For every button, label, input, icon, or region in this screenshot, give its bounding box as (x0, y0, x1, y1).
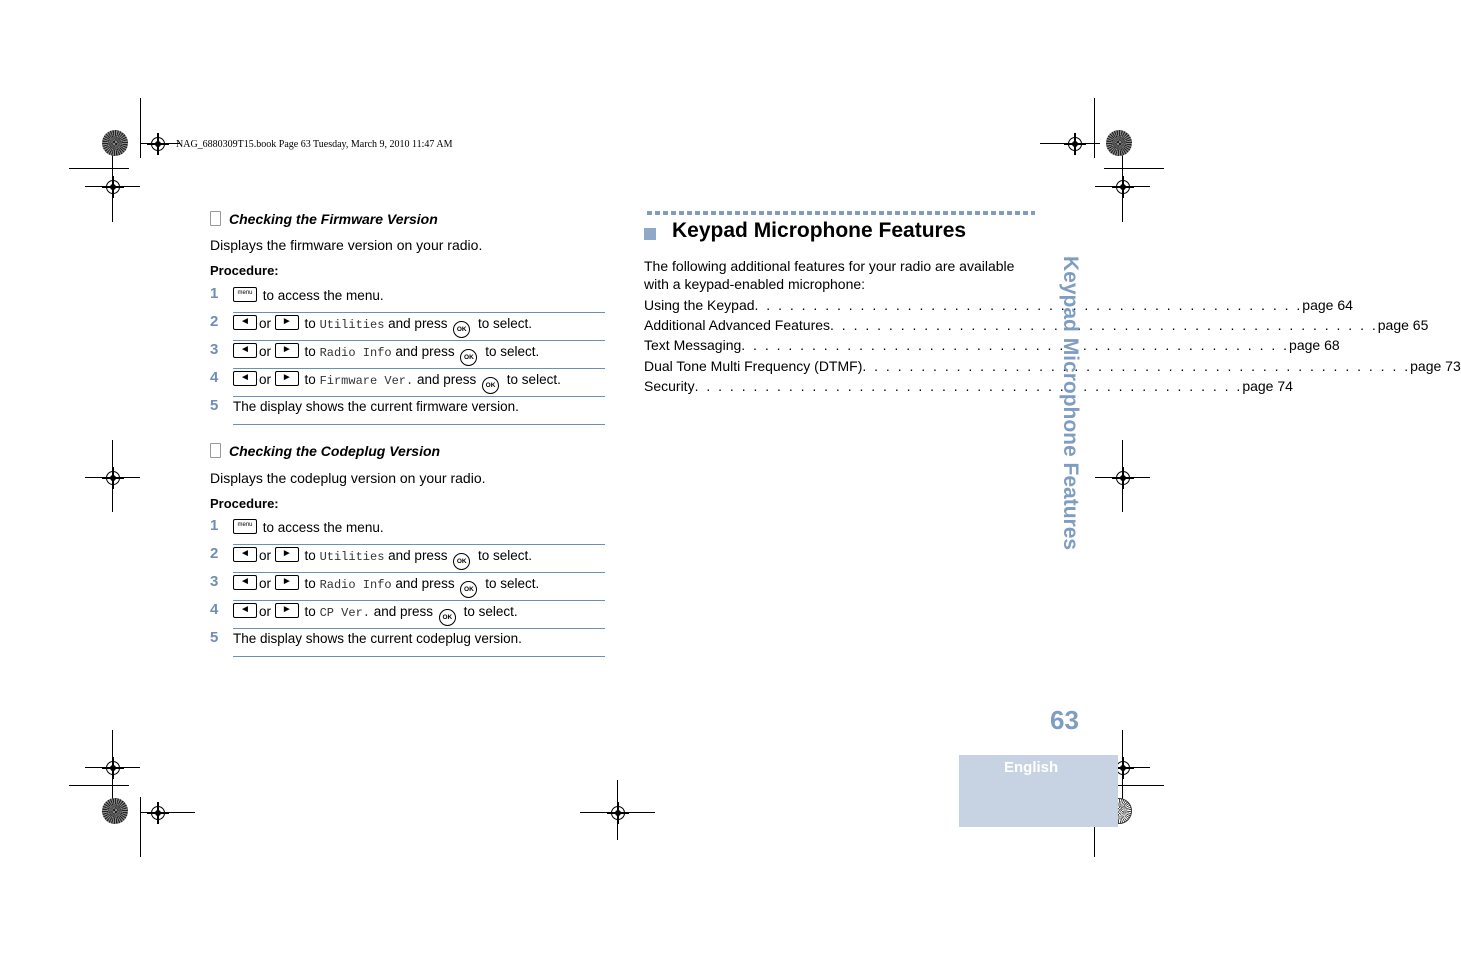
toc-entry[interactable] (644, 378, 1293, 398)
codeplug-description: Displays the codeplug version on your radio. (210, 470, 486, 486)
step-divider (233, 656, 605, 657)
left-arrow-key-icon: ◄ (233, 343, 257, 358)
step-number: 3 (210, 341, 219, 358)
toc-page: page 73 (1410, 358, 1461, 374)
left-arrow-key-icon: ◄ (233, 575, 257, 590)
note-icon (210, 443, 221, 458)
side-chapter-tab (1040, 256, 1100, 556)
codeplug-step-4: 4 ◄ or ► to CP Ver. and press OK to select. (210, 601, 605, 629)
registration-target-icon (106, 180, 120, 194)
step-number: 1 (210, 517, 219, 534)
firmware-section-heading (210, 211, 438, 227)
toc-label: Security (644, 378, 695, 394)
right-arrow-key-icon: ► (275, 547, 299, 562)
page-number: 63 (1050, 705, 1079, 735)
language-tab (959, 755, 1118, 827)
menu-item-name: Utilities (319, 318, 385, 332)
toc-entry[interactable] (644, 337, 1340, 357)
toc-page: page 64 (1302, 297, 1353, 313)
toc-page: page 65 (1377, 317, 1429, 333)
book-header-line: NAG_6880309T15.book Page 63 Tuesday, March 9, 2010 11:47 AM (176, 139, 453, 150)
codeplug-section-title: Checking the Codeplug Version (229, 443, 441, 459)
codeplug-procedure-label: Procedure: (210, 496, 279, 511)
heading-square-icon (644, 228, 656, 240)
toc-label: Additional Advanced Features (644, 317, 831, 333)
toc-entry[interactable] (644, 358, 1461, 378)
note-icon (210, 211, 221, 226)
ok-key-icon: OK (453, 321, 470, 338)
codeplug-step-5 (210, 629, 605, 657)
step-number: 4 (210, 601, 219, 618)
menu-item-name: Radio Info (319, 578, 392, 592)
step-number: 2 (210, 545, 219, 562)
ok-key-icon: OK (460, 349, 477, 366)
toc-leader: . . . . . . . . . . . . . . . . . . . . . . . . . . . . . . . . . . . . . . . . . . . . . . . (741, 337, 1290, 353)
toc-leader: . . . . . . . . . . . . . . . . . . . . . . . . . . . . . . . . . . . . . . . . . . . . . . . (862, 358, 1411, 374)
left-arrow-key-icon: ◄ (233, 547, 257, 562)
registration-target-icon (106, 761, 120, 775)
registration-target-icon (1116, 761, 1130, 775)
chapter-intro: The following additional features for your radio are available with a keypad-enabled microphone: (644, 258, 1015, 292)
step-text: The display shows the current firmware version. (233, 399, 519, 414)
language-label: English (1004, 759, 1059, 776)
menu-key-icon: menu (233, 287, 257, 302)
step-number: 5 (210, 629, 219, 646)
toc-page: page 68 (1289, 337, 1340, 353)
registration-target-icon (106, 471, 120, 485)
toc-leader: . . . . . . . . . . . . . . . . . . . . . . . . . . . . . . . . . . . . . . . . . . . . . . . (694, 378, 1243, 394)
toc-label: Dual Tone Multi Frequency (DTMF) (644, 358, 863, 374)
ok-key-icon: OK (460, 581, 477, 598)
menu-item-name: CP Ver. (319, 606, 370, 620)
registration-target-icon (151, 137, 165, 151)
side-chapter-tab-label: Keypad Microphone Features (1059, 256, 1082, 551)
toc-leader: . . . . . . . . . . . . . . . . . . . . . . . . . . . . . . . . . . . . . . . . . . . . . . . (754, 297, 1303, 313)
firmware-description: Displays the firmware version on your radio. (210, 237, 483, 253)
registration-target-icon (1116, 180, 1130, 194)
firmware-step-1 (210, 285, 605, 313)
registration-star-icon (102, 130, 128, 156)
toc-entry[interactable] (644, 317, 1429, 337)
toc-entry[interactable] (644, 297, 1353, 317)
firmware-step-4: 4 ◄ or ► to Firmware Ver. and press OK to select. (210, 369, 605, 397)
codeplug-step-1 (210, 517, 605, 545)
step-number: 5 (210, 397, 219, 414)
right-arrow-key-icon: ► (275, 603, 299, 618)
toc-label: Text Messaging (644, 337, 742, 353)
firmware-step-2: 2 ◄ or ► to Utilities and press OK to select. (210, 313, 605, 341)
menu-key-icon: menu (233, 519, 257, 534)
registration-target-icon (1068, 137, 1082, 151)
registration-target-icon (1116, 471, 1130, 485)
firmware-section-title: Checking the Firmware Version (229, 211, 438, 227)
toc-leader: . . . . . . . . . . . . . . . . . . . . . . . . . . . . . . . . . . . . . . . . . . . . . . . (830, 317, 1378, 333)
firmware-procedure-label: Procedure: (210, 263, 279, 278)
step-number: 3 (210, 573, 219, 590)
section-dotted-rule (647, 211, 1035, 215)
right-arrow-key-icon: ► (275, 343, 299, 358)
step-text: to access the menu. (262, 520, 384, 535)
left-arrow-key-icon: ◄ (233, 315, 257, 330)
registration-star-icon (102, 798, 128, 824)
step-text: The display shows the current codeplug version. (233, 631, 522, 646)
firmware-step-5 (210, 397, 605, 425)
registration-star-icon (1106, 130, 1132, 156)
right-arrow-key-icon: ► (275, 575, 299, 590)
codeplug-section-heading (210, 443, 440, 459)
registration-target-icon (611, 806, 625, 820)
step-text: to access the menu. (262, 288, 384, 303)
left-arrow-key-icon: ◄ (233, 603, 257, 618)
step-divider (233, 424, 605, 425)
step-number: 4 (210, 369, 219, 386)
menu-item-name: Firmware Ver. (319, 374, 414, 388)
codeplug-step-2: 2 ◄ or ► to Utilities and press OK to select. (210, 545, 605, 573)
step-number: 2 (210, 313, 219, 330)
codeplug-step-3: 3 ◄ or ► to Radio Info and press OK to select. (210, 573, 605, 601)
toc-label: Using the Keypad (644, 297, 755, 313)
left-arrow-key-icon: ◄ (233, 371, 257, 386)
right-arrow-key-icon: ► (275, 371, 299, 386)
firmware-step-3: 3 ◄ or ► to Radio Info and press OK to select. (210, 341, 605, 369)
toc-page: page 74 (1242, 378, 1293, 394)
menu-item-name: Utilities (319, 550, 385, 564)
step-number: 1 (210, 285, 219, 302)
ok-key-icon: OK (453, 553, 470, 570)
registration-target-icon (151, 806, 165, 820)
ok-key-icon: OK (482, 377, 499, 394)
right-arrow-key-icon: ► (275, 315, 299, 330)
menu-item-name: Radio Info (319, 346, 392, 360)
chapter-heading: Keypad Microphone Features (672, 219, 967, 242)
ok-key-icon: OK (439, 609, 456, 626)
